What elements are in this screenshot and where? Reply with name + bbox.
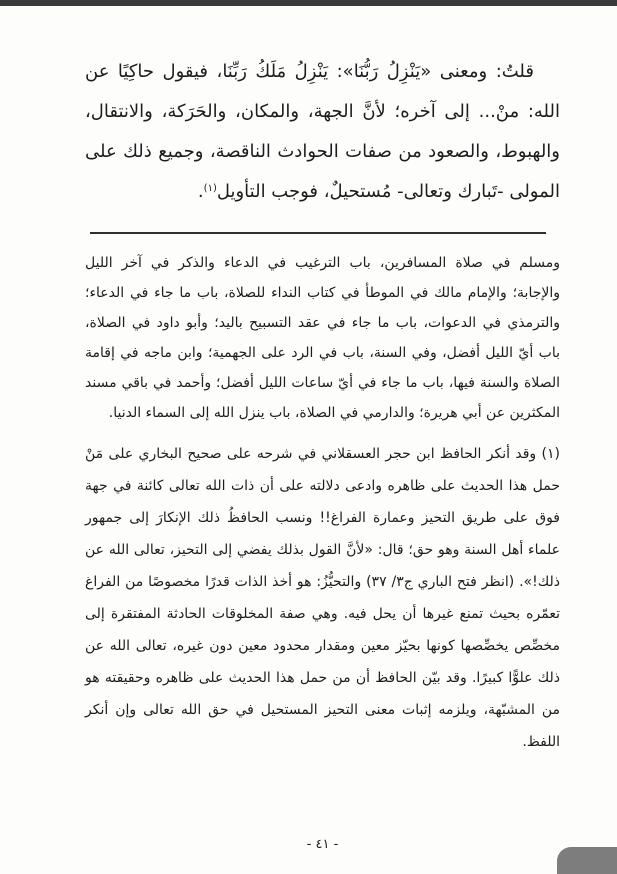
main-text-paragraph: [85, 52, 560, 212]
main-text: قلتُ: ومعنى «يَنْزِلُ رَبُّنَا»: يَنْزِلُ مَلَكُ رَبِّنَا، فيقول حاكِيًا عن الله: منْ... إلى آخره؛ لأنَّ الجهة، والمكان، والحَرَكة، والانتقال، والهبوط، والصعود من صفات الحوادث الناقصة، وجميع ذلك على المولى -تَبارك وتعالى- مُستحيلٌ، فوجب التأويل: [85, 61, 560, 202]
footnote-1: (١) وقد أنكر الحافظ ابن حجر العسقلاني في شرحه على صحيح البخاري على مَنْ حمل هذا الحديث على ظاهره وادعى دلالته على أن ذات الله تعالى كائنة في جهة فوق على طريق التحيز وعمارة الفراغ!! ونسب الحافظُ ذلك الإنكارَ إلى جمهور علماء أهل السنة وهو حق؛ قال: «لأنَّ القول بذلك يفضي إلى التحيز، تعالى الله عن ذلك!». (انظر فتح الباري ج٣/ ٣٧) والتحيُّزُ: هو أخذ الذات قدرًا مخصوصًا من الفراغ تعمّره بحيث تمنع غيرها أن يحل فيه. وهي صفة المخلوقات الحادثة المفتقرة إلى مخصِّص يخصِّصها كونها بحيّز معين ومقدار محدود معين دون غيره، تعالى الله عن ذلك علوًّا كبيرًا. وقد بيّن الحافظ أن من حمل هذا الحديث على ظاهره وحقيقته هو من المشبّهة، ويلزمه إثبات معنى التحيز المستحيل في حق الله تعالى وإن أنكر اللفظ.: [85, 446, 560, 750]
footnote-continuation: ومسلم في صلاة المسافرين، باب الترغيب في الدعاء والذكر في آخر الليل والإجابة؛ والإمام مالك في الموطأ في كتاب النداء للصلاة، باب ما جاء في الدعاء؛ والترمذي في الدعوات، باب ما جاء في عقد التسبيح باليد؛ وأبو داود في الصلاة، باب أيّ الليل أفضل، وفي السنة، باب في الرد على الجهمية؛ وابن ماجه في إقامة الصلاة والسنة فيها، باب ما جاء في أيّ ساعات الليل أفضل؛ وأحمد في باقي مسند المكثرين عن أبي هريرة؛ والدارمي في الصلاة، باب ينزل الله إلى السماء الدنيا.: [85, 255, 560, 421]
sentence-period: .: [197, 181, 204, 202]
footnote-reference: (١): [203, 183, 217, 194]
corner-scroll-handle[interactable]: [557, 847, 617, 874]
footnote-divider: [90, 232, 546, 234]
page-content: [85, 44, 560, 874]
top-dark-bar: [0, 0, 617, 6]
page-number: - ٤١ -: [306, 837, 339, 852]
